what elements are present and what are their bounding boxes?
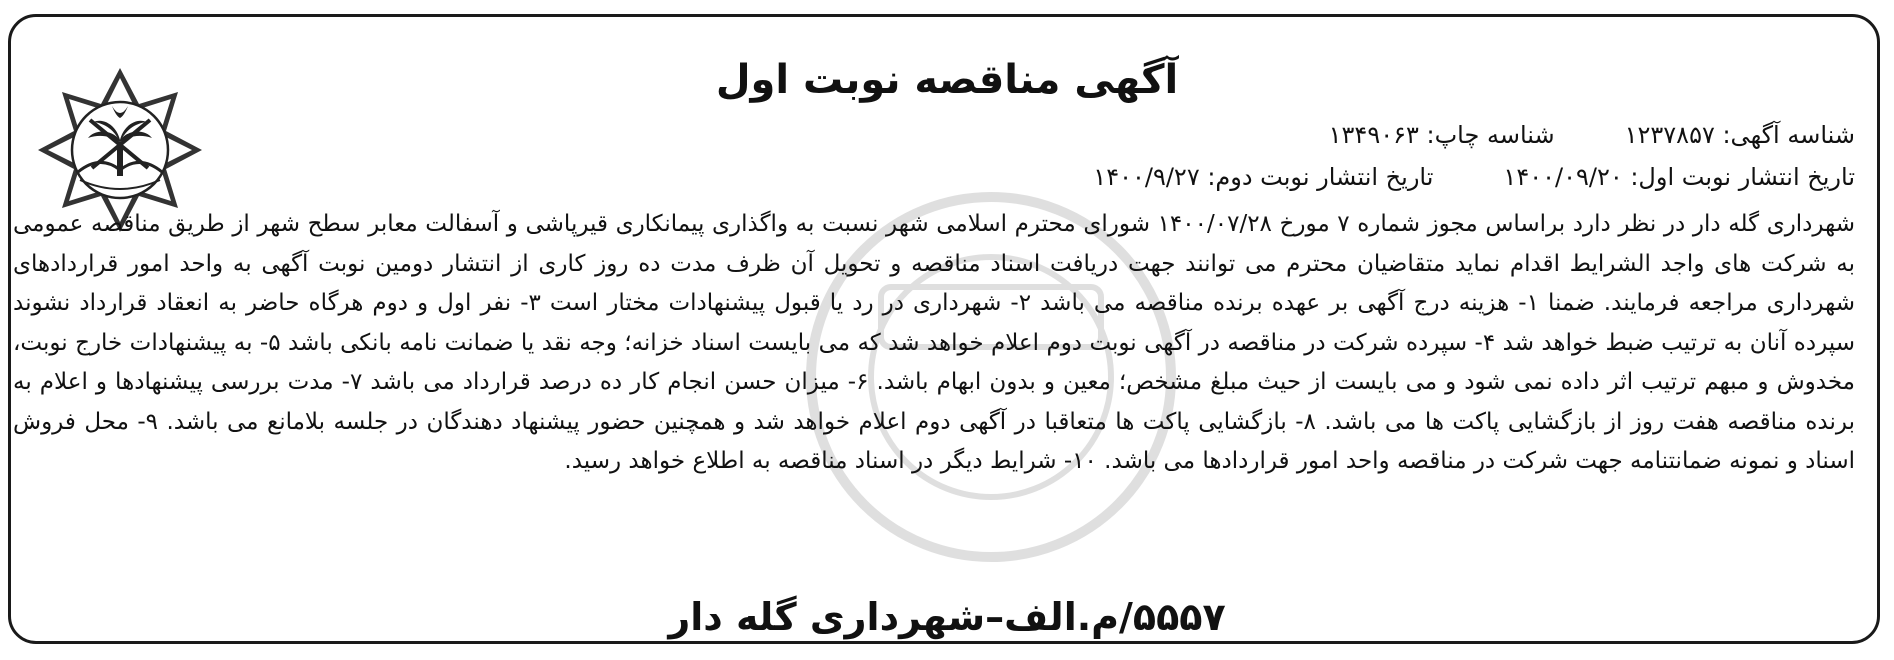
notice-title: آگهی مناقصه نوبت اول xyxy=(715,57,1179,103)
ad-id: شناسه آگهی: ۱۲۳۷۸۵۷ xyxy=(1624,121,1855,149)
publication-dates-line xyxy=(1093,163,1855,191)
notice-frame xyxy=(8,14,1880,644)
print-id: شناسه چاپ: ۱۳۴۹۰۶۳ xyxy=(1328,121,1555,149)
identifier-line xyxy=(1329,121,1855,149)
first-publication-date: تاریخ انتشار نوبت اول: ۱۴۰۰/۰۹/۲۰ xyxy=(1503,163,1855,191)
notice-footer: ۵۵۵۷/م.الف–شهرداری گله دار xyxy=(668,595,1226,639)
notice-body: شهرداری گله دار در نظر دارد براساس مجوز شماره ۷ مورخ ۱۴۰۰/۰۷/۲۸ شورای محترم اسلامی شهر نسبت به واگذاری پیمانکاری قیرپاشی و آسفالت معابر سطح شهر از طریق مناقصه عمومی به شرکت های واجد الشرایط اقدام نماید متقاضیان محترم می توانند جهت دریافت اسناد مناقصه و تحویل آن ظرف مدت ده روز کاری از انتشار دومین نوبت آگهی به واحد امور قراردادهای شهرداری مراجعه فرمایند. ضمنا ۱- هزینه درج آگهی بر عهده برنده مناقصه می باشد ۲- شهرداری در رد یا قبول پیشنهادات مختار است ۳- نفر اول و دوم هرگاه حاضر به انعقاد قرارداد نشوند سپرده آنان به ترتیب ضبط خواهد شد ۴- سپرده شرکت در مناقصه در آگهی نوبت دوم اعلام خواهد شد که می بایست اسناد خزانه؛ وجه نقد یا ضمانت نامه بانکی باشد ۵- به پیشنهادات خارج نوبت، مخدوش و مبهم ترتیب اثر داده نمی شود و می بایست از حیث مبلغ مشخص؛ معین و بدون ابهام باشد. ۶- میزان حسن انجام کار ده درصد قرارداد می باشد ۷- مدت بررسی پیشنهادها و اعلام به برنده مناقصه هفت روز از بازگشایی پاکت ها می باشد. ۸- بازگشایی پاکت ها متعاقبا در آگهی دوم اعلام خواهد شد و همچنین حضور پیشنهاد دهندگان در جلسه بلامانع می باشد. ۹- محل فروش اسناد و نمونه ضمانتنامه جهت شرکت در مناقصه واحد امور قراردادها می باشد. ۱۰- شرایط دیگر در اسناد مناقصه به اطلاع خواهد رسید. xyxy=(13,211,1856,474)
second-publication-date: تاریخ انتشار نوبت دوم: ۱۴۰۰/۹/۲۷ xyxy=(1093,163,1434,191)
